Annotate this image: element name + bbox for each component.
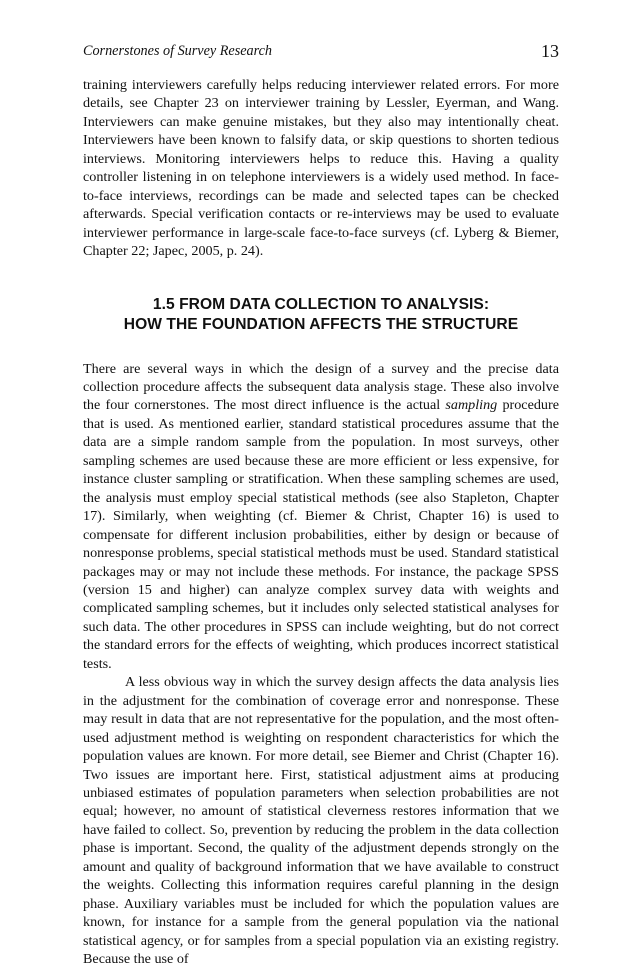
book-page <box>83 40 559 968</box>
paragraph-data-analysis-sampling <box>83 360 559 674</box>
section-heading-line-2: HOW THE FOUNDATION AFFECTS THE STRUCTURE <box>123 315 519 333</box>
paragraph-text-before-emphasis: There are several ways in which the design of a survey and the precise data collection procedure affects the subsequent data analysis stage. These also involve the four cornerstones. The most direct influence is the actual <box>83 360 559 414</box>
paragraph-text-after-emphasis: procedure that is used. As mentioned earlier, standard statistical procedures assume that the data are a simple random sample from the population. In most surveys, other sampling schemes are used because these are more efficient or less expensive, for instance cluster sampling or stratification. When these sampling schemes are used, the analysis must employ special statistical methods (see also Stapleton, Chapter 17). Similarly, when weighting (cf. Biemer & Christ, Chapter 16) is used to compensate for different inclusion probabilities, either by design or because of nonresponse problems, special statistical methods must be used. Standard statistical packages may or may not include these methods. For instance, the package SPSS (version 15 and higher) can analyze complex survey data with weights and complicated sampling schemes, but it includes only selected statistical analyses for such data. The other procedures in SPSS can include weighting, but do not correct the standard errors for the effects of weighting, which produces incorrect statistical tests. <box>83 397 559 672</box>
section-heading-line-1: 1.5 FROM DATA COLLECTION TO ANALYSIS: <box>152 295 490 313</box>
running-header <box>83 40 559 62</box>
paragraph-adjustment-coverage-nonresponse: A less obvious way in which the survey design affects the data analysis lies in the adjustment for the combination of coverage error and nonresponse. These may result in data that are not representative for the population, and the most often-used adjustment method is weighting on respondent characteristics for which the population values are known. For more detail, see Biemer and Christ (Chapter 16). Two issues are important here. First, statistical adjustment aims at producing unbiased estimates of population parameters when selection probabilities are not equal; however, no amount of statistical cleverness restores information that we have failed to collect. So, prevention by reducing the problem in the data collection phase is important. Second, the quality of the adjustment depends strongly on the amount and quality of background information that we have available to construct the weights. Collecting this information requires careful planning in the design phase. Auxiliary variables must be included for which the population values are known, for instance for a sample from the general population via the national statistical agency, or for samples from a special population via an existing registry. Because the use of <box>83 674 559 968</box>
page-number: 13 <box>541 41 559 61</box>
paragraph-interviewer-training: training interviewers carefully helps reducing interviewer related errors. For more details, see Chapter 23 on interviewer training by Lessler, Eyerman, and Wang. Interviewers can make genuine mistakes, but they also may intentionally cheat. Interviewers have been known to falsify data, or skip questions to shorten tedious interviews. Monitoring interviewers helps to reduce this. Having a quality controller listening in on telephone interviewers is a widely used method. In face-to-face interviews, recordings can be made and selected tapes can be checked afterwards. Special verification contacts or re-interviews may be used to evaluate interviewer performance in large-scale face-to-face surveys (cf. Lyberg & Biemer, Chapter 22; Japec, 2005, p. 24). <box>83 77 559 260</box>
emphasized-term-sampling: sampling <box>445 397 498 414</box>
section-heading <box>83 295 559 335</box>
running-title: Cornerstones of Survey Research <box>83 43 272 59</box>
